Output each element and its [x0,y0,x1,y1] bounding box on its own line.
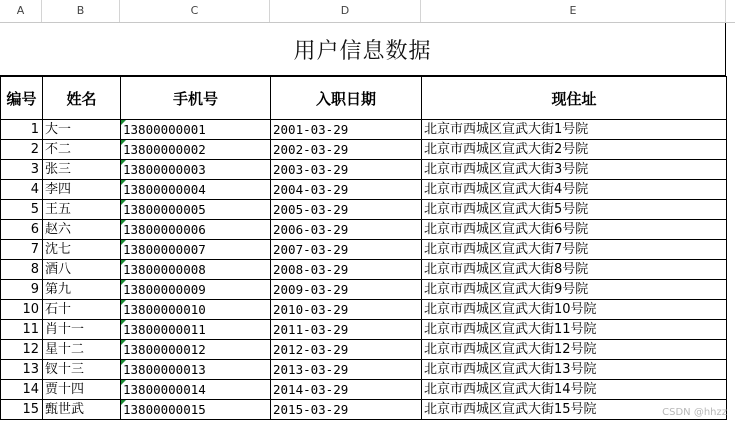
cell-id-text: 4 [30,182,39,197]
table-row [1,120,727,140]
cell-name-text: 不二 [45,142,72,157]
cell-address[interactable] [422,260,727,280]
cell-name-text: 钗十三 [45,362,85,377]
cell-phone[interactable] [121,120,271,140]
cell-name[interactable] [43,320,121,340]
table-row [1,240,727,260]
cell-id-text: 14 [22,382,39,397]
column-header-strip [0,0,735,23]
cell-phone-text: 13800000014 [123,382,206,397]
cell-address-text: 北京市西城区宣武大街1号院 [424,122,589,137]
text-number-marker-icon [121,380,126,385]
header-hire-date[interactable]: 入职日期 [271,77,422,120]
cell-id-text: 11 [22,322,39,337]
cell-phone-text: 13800000009 [123,282,206,297]
text-number-marker-icon [121,300,126,305]
cell-id[interactable] [1,280,43,300]
cell-hire-date-text: 2005-03-29 [273,202,349,217]
cell-phone[interactable] [121,240,271,260]
cell-address[interactable] [422,300,727,320]
cell-id[interactable] [1,220,43,240]
cell-phone[interactable] [121,140,271,160]
cell-hire-date-text: 2004-03-29 [273,182,349,197]
cell-id[interactable] [1,260,43,280]
cell-id[interactable] [1,300,43,320]
cell-name-text: 贾十四 [45,382,85,397]
cell-phone-text: 13800000013 [123,362,206,377]
cell-id-text: 10 [22,302,39,317]
cell-address-text: 北京市西城区宣武大街4号院 [424,182,589,197]
cell-id-text: 2 [30,142,39,157]
header-id[interactable]: 编号 [1,77,43,120]
cell-phone-text: 13800000008 [123,262,206,277]
cell-hire-date[interactable] [271,160,422,180]
text-number-marker-icon [121,120,126,125]
cell-hire-date-text: 2011-03-29 [273,322,349,337]
cell-name[interactable] [43,220,121,240]
table-row [1,140,727,160]
text-number-marker-icon [121,400,126,405]
cell-address-text: 北京市西城区宣武大街14号院 [424,382,597,397]
cell-name[interactable] [43,280,121,300]
cell-phone-text: 13800000005 [123,202,206,217]
cell-phone-text: 13800000003 [123,162,206,177]
cell-phone-text: 13800000011 [123,322,206,337]
cell-hire-date[interactable] [271,380,422,400]
cell-name-text: 酒八 [45,262,72,277]
data-table [0,76,727,420]
table-row [1,400,727,420]
cell-name[interactable] [43,380,121,400]
table-row [1,280,727,300]
cell-name[interactable] [43,140,121,160]
table-row [1,220,727,240]
cell-name-text: 甄世武 [45,402,85,417]
cell-phone[interactable] [121,360,271,380]
cell-hire-date[interactable] [271,320,422,340]
cell-address-text: 北京市西城区宣武大街6号院 [424,222,589,237]
column-header-b[interactable]: B [42,0,120,22]
cell-address-text: 北京市西城区宣武大街8号院 [424,262,589,277]
cell-phone[interactable] [121,320,271,340]
cell-hire-date-text: 2012-03-29 [273,342,349,357]
cell-id[interactable] [1,340,43,360]
table-body [1,120,727,420]
text-number-marker-icon [121,360,126,365]
cell-hire-date-text: 2003-03-29 [273,162,349,177]
sheet-title: 用户信息数据 [293,38,432,64]
cell-hire-date-text: 2001-03-29 [273,122,349,137]
cell-address-text: 北京市西城区宣武大街15号院 [424,402,597,417]
cell-address[interactable] [422,240,727,260]
cell-id-text: 7 [30,242,39,257]
table-row [1,260,727,280]
cell-phone[interactable] [121,340,271,360]
header-row [1,77,727,120]
cell-phone[interactable] [121,300,271,320]
cell-id[interactable] [1,200,43,220]
cell-name-text: 张三 [45,162,72,177]
table-row [1,320,727,340]
cell-hire-date-text: 2009-03-29 [273,282,349,297]
cell-address[interactable] [422,180,727,200]
cell-address-text: 北京市西城区宣武大街9号院 [424,282,589,297]
table-row [1,200,727,220]
cell-hire-date[interactable] [271,120,422,140]
column-header-c[interactable]: C [120,0,270,22]
cell-phone[interactable] [121,280,271,300]
text-number-marker-icon [121,280,126,285]
cell-address-text: 北京市西城区宣武大街13号院 [424,362,597,377]
cell-address[interactable] [422,160,727,180]
cell-id-text: 15 [22,402,39,417]
cell-id-text: 9 [30,282,39,297]
cell-phone[interactable] [121,180,271,200]
cell-name-text: 王五 [45,202,72,217]
title-cell[interactable] [0,23,726,76]
column-header-a[interactable]: A [0,0,42,22]
cell-hire-date-text: 2015-03-29 [273,402,349,417]
cell-hire-date-text: 2008-03-29 [273,262,349,277]
cell-name[interactable] [43,200,121,220]
cell-address-text: 北京市西城区宣武大街12号院 [424,342,597,357]
cell-name[interactable] [43,340,121,360]
cell-id[interactable] [1,320,43,340]
cell-address[interactable] [422,200,727,220]
cell-name[interactable] [43,300,121,320]
cell-hire-date[interactable] [271,360,422,380]
cell-hire-date-text: 2014-03-29 [273,382,349,397]
cell-name[interactable] [43,360,121,380]
cell-phone[interactable] [121,260,271,280]
cell-address[interactable] [422,340,727,360]
cell-id-text: 13 [22,362,39,377]
cell-phone-text: 13800000006 [123,222,206,237]
cell-address[interactable] [422,320,727,340]
cell-phone-text: 13800000004 [123,182,206,197]
cell-name-text: 石十 [45,302,72,317]
text-number-marker-icon [121,200,126,205]
cell-hire-date-text: 2007-03-29 [273,242,349,257]
text-number-marker-icon [121,140,126,145]
cell-address-text: 北京市西城区宣武大街2号院 [424,142,589,157]
cell-name[interactable] [43,120,121,140]
cell-phone[interactable] [121,160,271,180]
text-number-marker-icon [121,180,126,185]
cell-name[interactable] [43,180,121,200]
table-row [1,300,727,320]
text-number-marker-icon [121,220,126,225]
cell-name-text: 沈七 [45,242,72,257]
cell-address-text: 北京市西城区宣武大街5号院 [424,202,589,217]
cell-name[interactable] [43,160,121,180]
cell-id[interactable] [1,240,43,260]
cell-name[interactable] [43,240,121,260]
cell-phone[interactable] [121,220,271,240]
cell-name-text: 第九 [45,282,72,297]
cell-address-text: 北京市西城区宣武大街10号院 [424,302,597,317]
cell-address-text: 北京市西城区宣武大街3号院 [424,162,589,177]
cell-hire-date[interactable] [271,220,422,240]
cell-name-text: 赵六 [45,222,72,237]
cell-id-text: 1 [30,122,39,137]
cell-address[interactable] [422,220,727,240]
cell-id-text: 12 [22,342,39,357]
cell-address[interactable] [422,380,727,400]
table-row [1,380,727,400]
header-name[interactable]: 姓名 [43,77,121,120]
table-row [1,180,727,200]
cell-name-text: 星十二 [45,342,85,357]
cell-address[interactable] [422,120,727,140]
cell-id[interactable] [1,160,43,180]
cell-id[interactable] [1,140,43,160]
cell-id[interactable] [1,180,43,200]
cell-hire-date[interactable] [271,200,422,220]
cell-hire-date[interactable] [271,300,422,320]
text-number-marker-icon [121,260,126,265]
cell-hire-date-text: 2013-03-29 [273,362,349,377]
cell-phone[interactable] [121,380,271,400]
cell-id-text: 6 [30,222,39,237]
cell-hire-date-text: 2002-03-29 [273,142,349,157]
cell-id[interactable] [1,120,43,140]
cell-phone[interactable] [121,200,271,220]
cell-phone-text: 13800000012 [123,342,206,357]
cell-id[interactable] [1,400,43,420]
cell-address-text: 北京市西城区宣武大街11号院 [424,322,597,337]
cell-id[interactable] [1,380,43,400]
cell-name-text: 肖十一 [45,322,85,337]
cell-hire-date[interactable] [271,240,422,260]
table-row [1,160,727,180]
cell-phone-text: 13800000007 [123,242,206,257]
cell-id-text: 8 [30,262,39,277]
cell-hire-date-text: 2010-03-29 [273,302,349,317]
cell-address-text: 北京市西城区宣武大街7号院 [424,242,589,257]
table-row [1,340,727,360]
cell-name-text: 大一 [45,122,72,137]
cell-id-text: 3 [30,162,39,177]
cell-hire-date-text: 2006-03-29 [273,222,349,237]
header-phone[interactable]: 手机号 [121,77,271,120]
cell-hire-date[interactable] [271,260,422,280]
cell-phone[interactable] [121,400,271,420]
cell-name-text: 李四 [45,182,72,197]
column-header-d[interactable]: D [270,0,421,22]
cell-address[interactable] [422,360,727,380]
watermark: CSDN @hhzz [662,407,727,418]
cell-phone-text: 13800000010 [123,302,206,317]
text-number-marker-icon [121,340,126,345]
cell-address[interactable] [422,280,727,300]
text-number-marker-icon [121,320,126,325]
cell-id[interactable] [1,360,43,380]
cell-id-text: 5 [30,202,39,217]
cell-hire-date[interactable] [271,180,422,200]
cell-phone-text: 13800000015 [123,402,206,417]
cell-hire-date[interactable] [271,280,422,300]
text-number-marker-icon [121,240,126,245]
cell-name[interactable] [43,400,121,420]
cell-phone-text: 13800000002 [123,142,206,157]
header-address[interactable]: 现住址 [422,77,727,120]
cell-phone-text: 13800000001 [123,122,206,137]
cell-name[interactable] [43,260,121,280]
cell-hire-date[interactable] [271,140,422,160]
table-row [1,360,727,380]
cell-hire-date[interactable] [271,340,422,360]
column-header-e[interactable]: E [421,0,726,22]
cell-address[interactable] [422,140,727,160]
text-number-marker-icon [121,160,126,165]
cell-hire-date[interactable] [271,400,422,420]
